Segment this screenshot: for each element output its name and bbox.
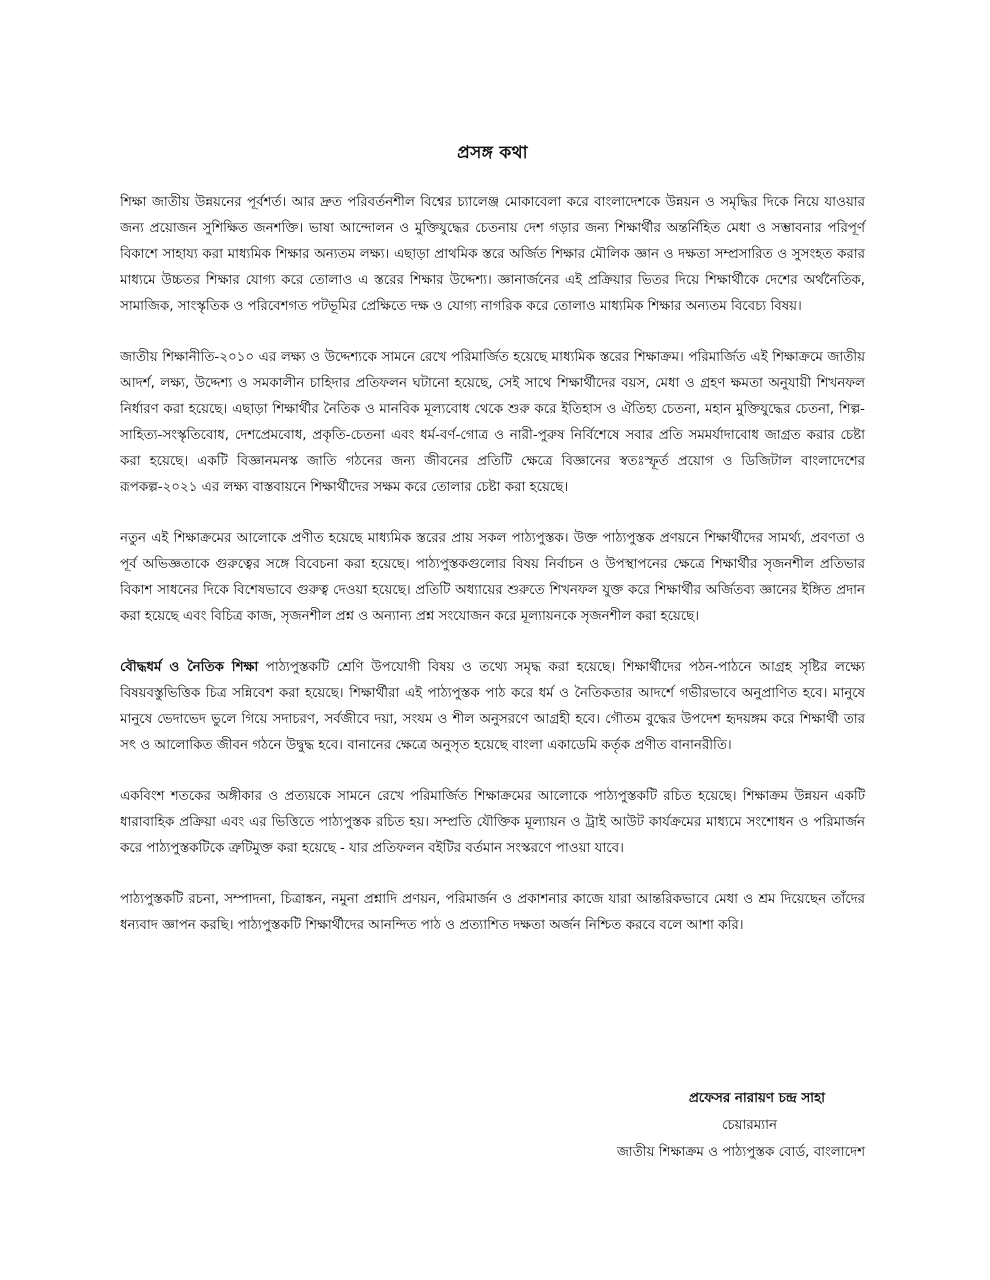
document-page xyxy=(120,140,865,1260)
book-title-lead: বৌদ্ধধর্ম ও নৈতিক শিক্ষা xyxy=(120,660,259,675)
signature-block xyxy=(617,1085,865,1166)
paragraph-1 xyxy=(120,190,865,320)
paragraph-2 xyxy=(120,345,865,501)
paragraph-3-text: নতুন এই শিক্ষাক্রমের আলোকে প্রণীত হয়েছে মাধ্যমিক স্তরের প্রায় সকল পাঠ্যপুস্তক। উক্ত পাঠ্যপুস্তক প্রণয়নে শিক্ষার্থীদের সামর্থ্য, প্রবণতা ও পূর্ব অভিজ্ঞতাকে গুরুত্বের সঙ্গে বিবেচনা করা হয়েছে। পাঠ্যপুস্তকগুলোর বিষয় নির্বাচন ও উপস্থাপনের ক্ষেত্রে শিক্ষার্থীর সৃজনশীল প্রতিভার বিকাশ সাধনের দিকে বিশেষভাবে গুরুত্ব দেওয়া হয়েছে। প্রতিটি অধ্যায়ের শুরুতে শিখনফল যুক্ত করে শিক্ষার্থীর অর্জিতব্য জ্ঞানের ইঙ্গিত প্রদান করা হয়েছে এবং বিচিত্র কাজ, সৃজনশীল প্রশ্ন ও অন্যান্য প্রশ্ন সংযোজন করে মূল্যায়নকে সৃজনশীল করা হয়েছে। xyxy=(120,531,865,624)
paragraph-5-text: একবিংশ শতকের অঙ্গীকার ও প্রত্যয়কে সামনে রেখে পরিমার্জিত শিক্ষাক্রমের আলোকে পাঠ্যপুস্তকটি রচিত হয়েছে। শিক্ষাক্রম উন্নয়ন একটি ধারাবাহিক প্রক্রিয়া এবং এর ভিত্তিতে পাঠ্যপুস্তক রচিত হয়। সম্প্রতি যৌক্তিক মূল্যায়ন ও ট্রাই আউট কার্যক্রমের মাধ্যমে সংশোধন ও পরিমার্জন করে পাঠ্যপুস্তকটিকে ত্রুটিমুক্ত করা হয়েছে - যার প্রতিফলন বইটির বর্তমান সংস্করণে পাওয়া যাবে। xyxy=(120,789,865,856)
paragraph-5 xyxy=(120,784,865,862)
paragraph-4-text: পাঠ্যপুস্তকটি শ্রেণি উপযোগী বিষয় ও তথ্যে সমৃদ্ধ করা হয়েছে। শিক্ষার্থীদের পঠন-পাঠনে আগ্রহ সৃষ্টির লক্ষ্যে বিষয়বস্তুভিত্তিক চিত্র সন্নিবেশ করা হয়েছে। শিক্ষার্থীরা এই পাঠ্যপুস্তক পাঠ করে ধর্ম ও নৈতিকতার আদর্শে গভীরভাবে অনুপ্রাণিত হবে। মানুষে মানুষে ভেদাভেদ ভুলে গিয়ে সদাচরণ, সর্বজীবে দয়া, সংযম ও শীল অনুসরণে আগ্রহী হবে। গৌতম বুদ্ধের উপদেশ হৃদয়ঙ্গম করে শিক্ষার্থী তার সৎ ও আলোকিত জীবন গঠনে উদ্বুদ্ধ হবে। বানানের ক্ষেত্রে অনুসৃত হয়েছে বাংলা একাডেমি কর্তৃক প্রণীত বানানরীতি। xyxy=(120,660,865,753)
paragraph-6 xyxy=(120,887,865,939)
document-title: প্রসঙ্গ কথা xyxy=(457,143,528,163)
signatory-role: চেয়ারম্যান xyxy=(722,1118,777,1133)
paragraph-6-text: পাঠ্যপুস্তকটি রচনা, সম্পাদনা, চিত্রাঙ্কন, নমুনা প্রশ্নাদি প্রণয়ন, পরিমার্জন ও প্রকাশনার কাজে যারা আন্তরিকভাবে মেধা ও শ্রম দিয়েছেন তাঁদের ধন্যবাদ জ্ঞাপন করছি। পাঠ্যপুস্তকটি শিক্ষার্থীদের আনন্দিত পাঠ ও প্রত্যাশিত দক্ষতা অর্জন নিশ্চিত করবে বলে আশা করি। xyxy=(120,892,865,933)
signatory-organization: জাতীয় শিক্ষাক্রম ও পাঠ্যপুস্তক বোর্ড, বাংলাদেশ xyxy=(616,1145,865,1160)
paragraph-2-text: জাতীয় শিক্ষানীতি-২০১০ এর লক্ষ্য ও উদ্দেশ্যকে সামনে রেখে পরিমার্জিত হয়েছে মাধ্যমিক স্তরের শিক্ষাক্রম। পরিমার্জিত এই শিক্ষাক্রমে জাতীয় আদর্শ, লক্ষ্য, উদ্দেশ্য ও সমকালীন চাহিদার প্রতিফলন ঘটানো হয়েছে, সেই সাথে শিক্ষার্থীদের বয়স, মেধা ও গ্রহণ ক্ষমতা অনুযায়ী শিখনফল নির্ধারণ করা হয়েছে। এছাড়া শিক্ষার্থীর নৈতিক ও মানবিক মূল্যবোধ থেকে শুরু করে ইতিহাস ও ঐতিহ্য চেতনা, মহান মুক্তিযুদ্ধের চেতনা, শিল্প-সাহিত্য-সংস্কৃতিবোধ, দেশপ্রেমবোধ, প্রকৃতি-চেতনা এবং ধর্ম-বর্ণ-গোত্র ও নারী-পুরুষ নির্বিশেষে সবার প্রতি সমমর্যাদাবোধ জাগ্রত করার চেষ্টা করা হয়েছে। একটি বিজ্ঞানমনস্ক জাতি গঠনের জন্য জীবনের প্রতিটি ক্ষেত্রে বিজ্ঞানের স্বতঃস্ফূর্ত প্রয়োগ ও ডিজিটাল বাংলাদেশের রূপকল্প-২০২১ এর লক্ষ্য বাস্তবায়নে শিক্ষার্থীদের সক্ষম করে তোলার চেষ্টা করা হয়েছে। xyxy=(120,350,865,495)
paragraph-4 xyxy=(120,655,865,759)
signatory-name: প্রফেসর নারায়ণ চন্দ্র সাহা xyxy=(688,1091,825,1106)
paragraph-3 xyxy=(120,526,865,630)
paragraph-1-text: শিক্ষা জাতীয় উন্নয়নের পূর্বশর্ত। আর দ্রুত পরিবর্তনশীল বিশ্বের চ্যালেঞ্জ মোকাবেলা করে বাংলাদেশকে উন্নয়ন ও সমৃদ্ধির দিকে নিয়ে যাওয়ার জন্য প্রয়োজন সুশিক্ষিত জনশক্তি। ভাষা আন্দোলন ও মুক্তিযুদ্ধের চেতনায় দেশ গড়ার জন্য শিক্ষার্থীর অন্তর্নিহিত মেধা ও সম্ভাবনার পরিপূর্ণ বিকাশে সাহায্য করা মাধ্যমিক শিক্ষার অন্যতম লক্ষ্য। এছাড়া প্রাথমিক স্তরে অর্জিত শিক্ষার মৌলিক জ্ঞান ও দক্ষতা সম্প্রসারিত ও সুসংহত করার মাধ্যমে উচ্চতর শিক্ষার যোগ্য করে তোলাও এ স্তরের শিক্ষার উদ্দেশ্য। জ্ঞানার্জনের এই প্রক্রিয়ার ভিতর দিয়ে শিক্ষার্থীকে দেশের অর্থনৈতিক, সামাজিক, সাংস্কৃতিক ও পরিবেশগত পটভূমির প্রেক্ষিতে দক্ষ ও যোগ্য নাগরিক করে তোলাও মাধ্যমিক শিক্ষার অন্যতম বিবেচ্য বিষয়। xyxy=(120,195,865,314)
